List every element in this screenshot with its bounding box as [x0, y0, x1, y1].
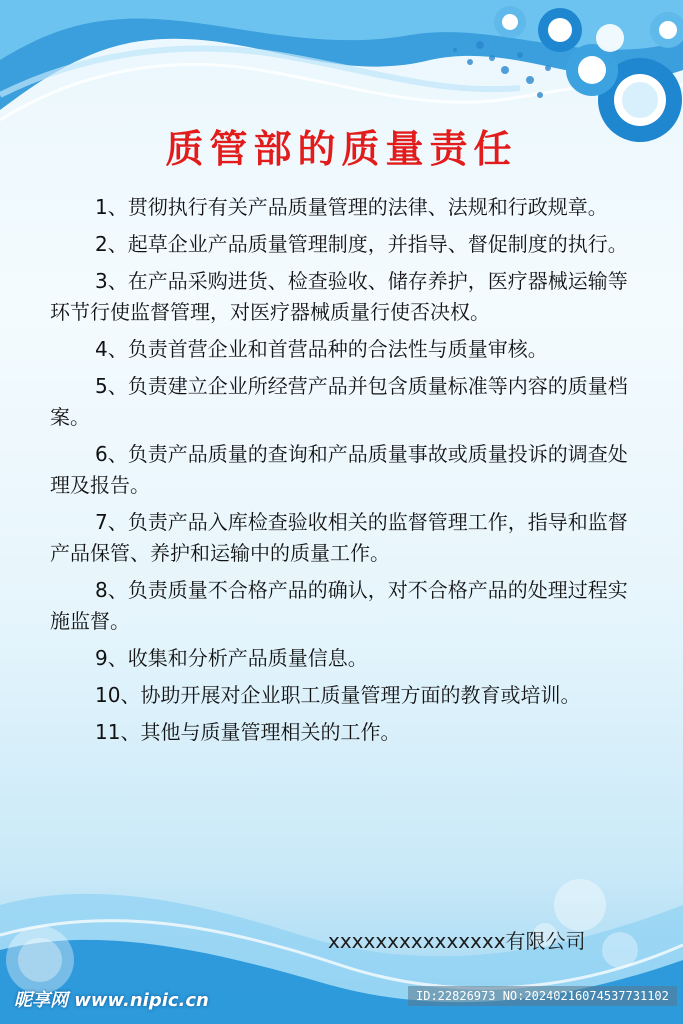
list-item: 1、贯彻执行有关产品质量管理的法律、法规和行政规章。	[95, 195, 608, 219]
list-item: 4、负责首营企业和首营品种的合法性与质量审核。	[95, 337, 548, 361]
list-item: 3、在产品采购进货、检查验收、储存养护，医疗器械运输等环节行使监督管理，对医疗器械质量行使否决权。	[50, 269, 628, 324]
page-title: 质管部的质量责任	[165, 127, 518, 171]
company-name: xxxxxxxxxxxxxxx有限公司	[328, 929, 586, 953]
watermark-logo: 昵享网 www.nipic.cn	[14, 990, 209, 1011]
list-item: 8、负责质量不合格产品的确认，对不合格产品的处理过程实施监督。	[50, 578, 628, 633]
list-item: 11、其他与质量管理相关的工作。	[95, 720, 401, 744]
list-item: 5、负责建立企业所经营产品并包含质量标准等内容的质量档案。	[50, 374, 628, 429]
list-item: 9、收集和分析产品质量信息。	[95, 646, 368, 670]
list-item: 7、负责产品入库检查验收相关的监督管理工作，指导和监督产品保管、养护和运输中的质量工作。	[50, 510, 628, 565]
list-item: 6、负责产品质量的查询和产品质量事故或质量投诉的调查处理及报告。	[50, 442, 628, 497]
watermark-id: ID:22826973 NO:20240216074537731102	[408, 986, 677, 1006]
list-item: 2、起草企业产品质量管理制度，并指导、督促制度的执行。	[95, 232, 628, 256]
list-item: 10、协助开展对企业职工质量管理方面的教育或培训。	[95, 683, 581, 707]
responsibility-list	[50, 192, 640, 754]
